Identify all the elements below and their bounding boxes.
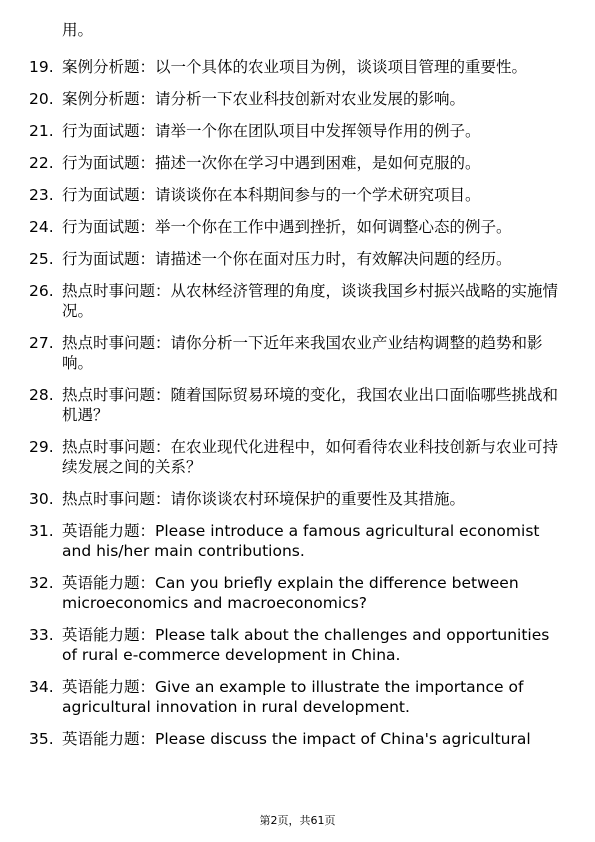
list-item — [0, 153, 595, 173]
question-text: 英语能力题：Please talk about the challenges and opportunities of rural e-commerce development in China. — [62, 626, 550, 664]
question-text: 英语能力题：Give an example to illustrate the importance of agricultural innovation in rural development. — [62, 678, 524, 716]
continuation-text: 用。 — [62, 21, 94, 39]
question-number: 25. — [29, 250, 54, 268]
list-item — [0, 573, 595, 613]
list-item — [0, 121, 595, 141]
question-number: 32. — [29, 574, 54, 592]
list-item — [0, 625, 595, 665]
question-number: 21. — [29, 122, 54, 140]
question-text: 热点时事问题：请你谈谈农村环境保护的重要性及其措施。 — [62, 490, 466, 508]
list-item — [0, 521, 595, 561]
question-list — [0, 57, 595, 761]
question-number: 27. — [29, 334, 54, 352]
question-text: 热点时事问题：随着国际贸易环境的变化，我国农业出口面临哪些挑战和机遇？ — [62, 386, 559, 424]
question-number: 34. — [29, 678, 54, 696]
question-text: 热点时事问题：请你分析一下近年来我国农业产业结构调整的趋势和影响。 — [62, 334, 543, 372]
question-text: 行为面试题：请描述一个你在面对压力时，有效解决问题的经历。 — [62, 250, 512, 268]
list-item — [0, 217, 595, 237]
question-text: 案例分析题：以一个具体的农业项目为例，谈谈项目管理的重要性。 — [62, 58, 528, 76]
question-number: 29. — [29, 438, 54, 456]
list-item — [0, 249, 595, 269]
question-text: 英语能力题：Please discuss the impact of China's agricultural — [62, 730, 531, 748]
question-number: 19. — [29, 58, 54, 76]
list-item — [0, 489, 595, 509]
question-number: 30. — [29, 490, 54, 508]
question-text: 行为面试题：举一个你在工作中遇到挫折，如何调整心态的例子。 — [62, 218, 512, 236]
question-text: 英语能力题：Can you briefly explain the difference between microeconomics and macroeconomics? — [62, 574, 519, 612]
list-item — [0, 185, 595, 205]
question-text: 案例分析题：请分析一下农业科技创新对农业发展的影响。 — [62, 90, 466, 108]
question-text: 行为面试题：请谈谈你在本科期间参与的一个学术研究项目。 — [62, 186, 481, 204]
question-number: 28. — [29, 386, 54, 404]
question-number: 31. — [29, 522, 54, 540]
list-item — [0, 385, 595, 425]
question-text: 行为面试题：请举一个你在团队项目中发挥领导作用的例子。 — [62, 122, 481, 140]
question-number: 35. — [29, 730, 54, 748]
list-item — [0, 57, 595, 77]
question-number: 33. — [29, 626, 54, 644]
question-number: 26. — [29, 282, 54, 300]
list-item — [0, 437, 595, 477]
question-text: 行为面试题：描述一次你在学习中遇到困难，是如何克服的。 — [62, 154, 481, 172]
list-item — [0, 333, 595, 373]
list-item — [0, 281, 595, 321]
question-number: 20. — [29, 90, 54, 108]
list-item — [0, 677, 595, 717]
question-number: 24. — [29, 218, 54, 236]
question-number: 23. — [29, 186, 54, 204]
question-text: 英语能力题：Please introduce a famous agricultural economist and his/her main contributions. — [62, 522, 540, 560]
list-item — [0, 729, 595, 749]
page-footer: 第2页，共61页 — [259, 814, 336, 827]
question-text: 热点时事问题：从农林经济管理的角度，谈谈我国乡村振兴战略的实施情况。 — [62, 282, 559, 320]
list-item — [0, 89, 595, 109]
question-number: 22. — [29, 154, 54, 172]
question-text: 热点时事问题：在农业现代化进程中，如何看待农业科技创新与农业可持续发展之间的关系？ — [62, 438, 559, 476]
